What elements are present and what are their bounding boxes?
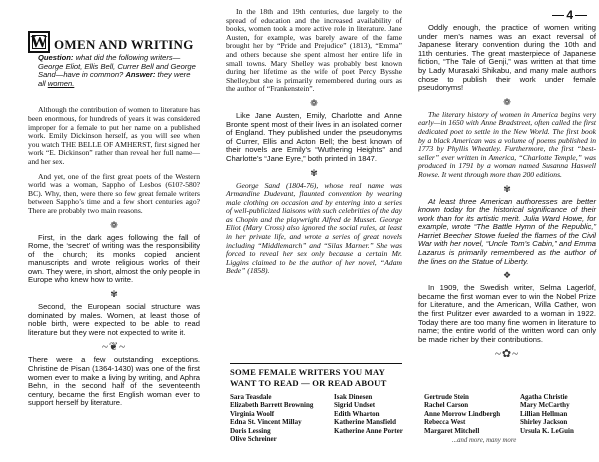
paragraph: Oddly enough, the practice of women writing under men’s names was an exact reversal of Japanese literary convention during the 10th and 11th centuries. The great masterpiece of Japanese fiction, “The Tale of Genji,” was written at that time by Lady Murasaki Shikabu, and many male authors chose to publish their work under female pseudonyms! (418, 23, 596, 93)
scroll-ornament-icon: ~❦~ (101, 341, 127, 354)
author-group (230, 393, 313, 443)
paragraph: Although the contribution of women to literature has been enormous, for hundreds of years it was considered improper for a female to put her name on a published work. Emily Dickinson herself, as you will see when you watch THE BELLE OF AMHERST, first signed her work “E. Dickinson” rather than reveal her full name—and her sex. (28, 105, 200, 166)
paragraph: There were a few outstanding exceptions. Christine de Pisan (1364-1430) was one of the first women ever to make a living by writing, and Aphra Behn, in the second half of the seventeenth century, became the first English woman ever to support herself by literature. (28, 355, 200, 408)
paragraph: George Sand (1804-76), whose real name was Armandine Dudevant, flaunted convention by wearing male clothing on occasion and by entering into a series of well-publicized liaisons with such celebrities of the day as Chopin and the playwright Alfred de Musset. George Eliot (Mary Cross) also ignored the social rules, at least in her private life, and wrote a series of great novels including “Middlemarch” and “Silas Marner.” She was forced to reveal her sex only because a certain Mr. Liggins claimed to be the author of her novel, “Adam Bede” (1858). (226, 180, 402, 276)
author-name: Anne Morrow Lindbergh (424, 409, 501, 418)
author-name: Rebecca West (424, 418, 466, 427)
paragraph: In 1909, the Swedish writer, Selma Lagerlöf, became the first woman ever to win the Nobel Prize for Literature, and the American, Willa Cather, won the first Pulitzer ever awarded to a woman in 1922. Today there are too many fine women in literature to name; the entire world of the written word can only be made richer by their contributions. (418, 283, 596, 344)
title-text: OMEN AND WRITING (54, 37, 194, 52)
author-name: Edith Wharton (334, 409, 380, 418)
paragraph: And yet, one of the first great poets of the Western world was a woman, Sappho of Lesbos (610?-580? BC). Why, then, were there so few great female writers between Sappho’s time and a few short centuries ago? There are probably two main reasons. (28, 171, 200, 215)
answer-word: women. (47, 78, 75, 88)
paragraph: Like Jane Austen, Emily, Charlotte and Anne Bronte spent most of their lives in an isolated corner of England. They published under the pseudonyms of Currer, Ellis and Acton Bell; the best known of their novels are Emily’s “Wuthering Heights” and Charlotte’s “Jane Eyre,” both printed in 1847. (226, 110, 402, 163)
answer-text: they were all (38, 70, 191, 88)
more-note: ...and more, many more (452, 437, 517, 444)
flower-ornament-icon: ❁ (503, 96, 511, 107)
author-name: Margaret Mitchell (424, 426, 480, 435)
question-text: what did the following writers— George Eliot, Ellis Bell, Currer Bell and George Sand—have in common? (38, 53, 196, 80)
reading-list-title (230, 367, 387, 389)
author-group (334, 393, 403, 435)
column-1 (28, 54, 200, 408)
author-group (424, 393, 500, 435)
column-2 (226, 8, 402, 276)
paragraph: The literary history of women in America begins very early—in 1650 with Anne Bradstreet, often called the first dedicated poet to settle in the New World. The first book by a black American was a volume of poems published in 1773 by Phyllis Wheatley. Furthermore, the first “best-seller” ever written in America, “Charlotte Temple,” was produced in 1791 by a woman named Susanna Haswell Rowse. It went through more than 200 editions. (418, 109, 596, 179)
author-name: Ursula K. LeGuin (520, 426, 574, 435)
title-line: SOME FEMALE WRITERS YOU MAY (230, 367, 386, 377)
scroll-ornament-icon: ~✿~ (494, 348, 520, 361)
author-name: Rachel Carson (424, 401, 469, 410)
paragraph: First, in the dark ages following the fall of Rome, the ‘secret’ of writing was the responsibility of the church; its monks copied ancient manuscripts and wrote religious works of their own. They were, in short, almost the only people in Europe who knew how to write. (28, 232, 200, 285)
question-label: Question: (38, 53, 74, 62)
author-name: Sara Teasdale (230, 393, 272, 401)
author-name: Olive Schreiner (230, 435, 277, 444)
reading-list (230, 363, 598, 462)
page-number-text: 4 (566, 8, 573, 22)
author-name: Agatha Christie (520, 393, 568, 401)
flower-ornament-icon: ✾ (503, 183, 511, 194)
author-name: Edna St. Vincent Millay (230, 418, 302, 427)
author-name: Isak Dinesen (334, 393, 373, 401)
paragraph: At least three American authoresses are better known today for the historical significance of their work than for its artistic merit. Julia Ward Howe, for example, wrote “The Battle Hymn of the Republic,” Harriet Beecher Stowe fueled the flames of the Civil War with her novel, “Uncle Tom’s Cabin,” and Emma Lazarus is primarily remembered as the author of the lines on the Statue of Liberty. (418, 196, 596, 266)
answer-label: Answer: (125, 70, 156, 80)
flower-ornament-icon: ❁ (110, 219, 118, 230)
paragraph: In the 18th and 19th centuries, due largely to the spread of education and the increased availability of books, women took a more active role in literature. Jane Austen, for example, was barely aware of the fame brought her by “Pride and Prejudice” (1813), “Emma” and others because she spent almost her entire life in small towns. Mary Shelley was probably best known during her lifetime as the wife of poet Percy Bysshe Shelley,but she is primarily remembered during ours as the author of “Frankenstein”. (226, 7, 402, 94)
flower-ornament-icon: ✾ (310, 167, 318, 178)
author-name: Doris Lessing (230, 426, 271, 435)
flower-ornament-icon: ✾ (110, 289, 118, 300)
flower-ornament-icon: ❁ (310, 97, 318, 108)
author-name: Lillian Hellman (520, 409, 568, 418)
divider (230, 363, 402, 364)
question-answer (28, 54, 200, 88)
author-name: Katherine Anne Porter (334, 426, 403, 435)
author-name: Shirley Jackson (520, 418, 568, 427)
author-group (520, 393, 574, 435)
author-name: Mary McCarthy (520, 401, 570, 410)
flower-ornament-icon: ❖ (502, 270, 512, 281)
author-name: Sigrid Undset (334, 401, 376, 410)
author-name: Katherine Mansfield (334, 418, 397, 427)
column-3 (418, 16, 596, 363)
title-line: WANT TO READ — OR READ ABOUT (230, 378, 387, 388)
author-name: Elizabeth Barrett Browning (230, 401, 314, 410)
paragraph: Second, the European social structure was dominated by males. Women, at least those of noble birth, were expected to be able to read literature but they were not expected to write it. (28, 302, 200, 337)
author-name: Virginia Woolf (230, 409, 275, 418)
drop-cap-initial: W (28, 31, 50, 53)
author-name: Gertrude Stein (424, 393, 469, 401)
